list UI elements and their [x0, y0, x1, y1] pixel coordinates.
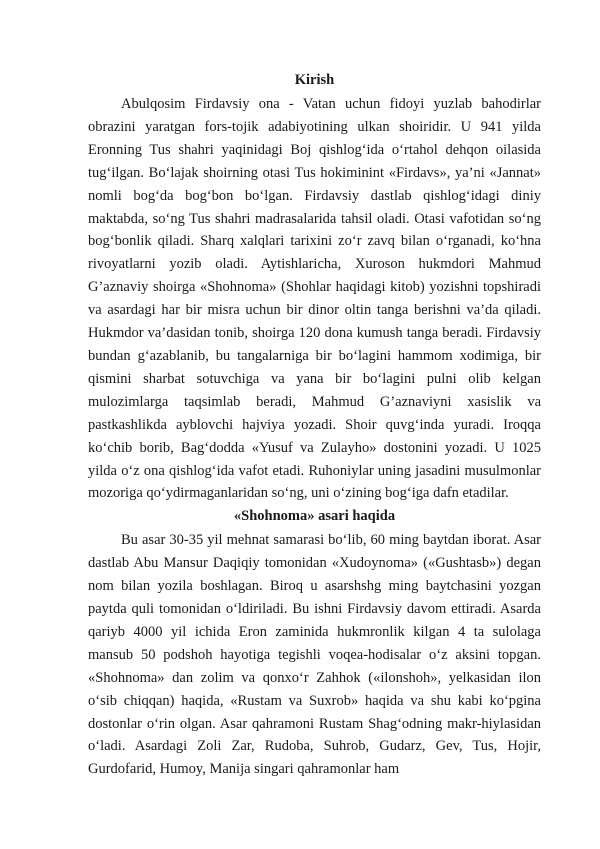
section-paragraph: Bu asar 30-35 yil mehnat samarasi bo‘lib, 60 ming baytdan iborat. Asar dastlab Abu Mansur Daqiqiy tomonidan «Xudoynoma» («Gushtasb») degan nom bilan yozila boshlagan. Biroq u asarshshg ming baytchasini yozgan paytda quli tomonidan o‘ldiriladi. Bu ishni Firdavsiy davom ettiradi. Asarda qariyb 4000 yil ichida Eron zaminida hukmronlik kilgan 4 ta sulolaga mansub 50 podshoh hayotiga tegishli voqea-hodisalar o‘z aksini topgan. «Shohnoma» dan zolim va qonxo‘r Zahhok («ilonshoh», yelkasidan ilon o‘sib chiqqan) haqida, «Rustam va Suxrob» haqida va shu kabi ko‘pgina dostonlar o‘rin olgan. Asar qahramoni Rustam Shag‘odning makr-hiylasidan o‘ladi. Asardagi Zoli Zar, Rudoba, Suhrob, Gudarz, Gev, Tus, Hojir, Gurdofarid, Humoy, Manija singari qahramonlar ham [88, 532, 541, 778]
page-title: Kirish [294, 72, 335, 88]
section-heading: «Shohnoma» asari haqida [233, 508, 396, 525]
intro-paragraph: Abulqosim Firdavsiy ona - Vatan uchun fidoyi yuzlab bahodirlar obrazini yaratgan fors-tojik adabiyotining ulkan shoiridir. U 941 yilda Eronning Tus shahri yaqinidagi Boj qishlog‘ida o‘rtahol dehqon oilasida tug‘ilgan. Bo‘lajak shoirning otasi Tus hokiminint «Firdavs», ya’ni «Jannat» nomli bog‘da bog‘bon bo‘lgan. Firdavsiy dastlab qishlog‘idagi diniy maktabda, so‘ng Tus shahri madrasalarida tahsil oladi. Otasi vafotidan so‘ng bog‘bonlik qiladi. Sharq xalqlari tarixini zo‘r zavq bilan o‘rganadi, ko‘hna rivoyatlarni yozib oladi. Aytishlaricha, Xuroson hukmdori Mahmud G’aznaviy shoirga «Shohnoma» (Shohlar haqidagi kitob) yozishni topshiradi va asardagi har bir misra uchun bir dinor oltin tanga berishni va’da qiladi. Hukmdor va’dasidan tonib, shoirga 120 dona kumush tanga beradi. Firdavsiy bundan g‘azablanib, bu tangalarniga bir bo‘lagini hammom xodimiga, bir qismini sharbat sotuvchiga va yana bir bo‘lagini pulni olib kelgan mulozimlarga taqsimlab beradi, Mahmud G’aznaviyni xasislik va pastkashlikda ayblovchi hajviya yozadi. Shoir quvg‘inda yuradi. Iroqqa ko‘chib borib, Bag‘dodda «Yusuf va Zulayho» dostonini yozadi. U 1025 yilda o‘z ona qishlog‘ida vafot etadi. Ruhoniylar uning jasadini musulmonlar mozoriga qo‘ydirmaganlaridan so‘ng, uni o‘zining bog‘iga dafn etadilar. [88, 96, 541, 502]
document-page [88, 70, 541, 781]
